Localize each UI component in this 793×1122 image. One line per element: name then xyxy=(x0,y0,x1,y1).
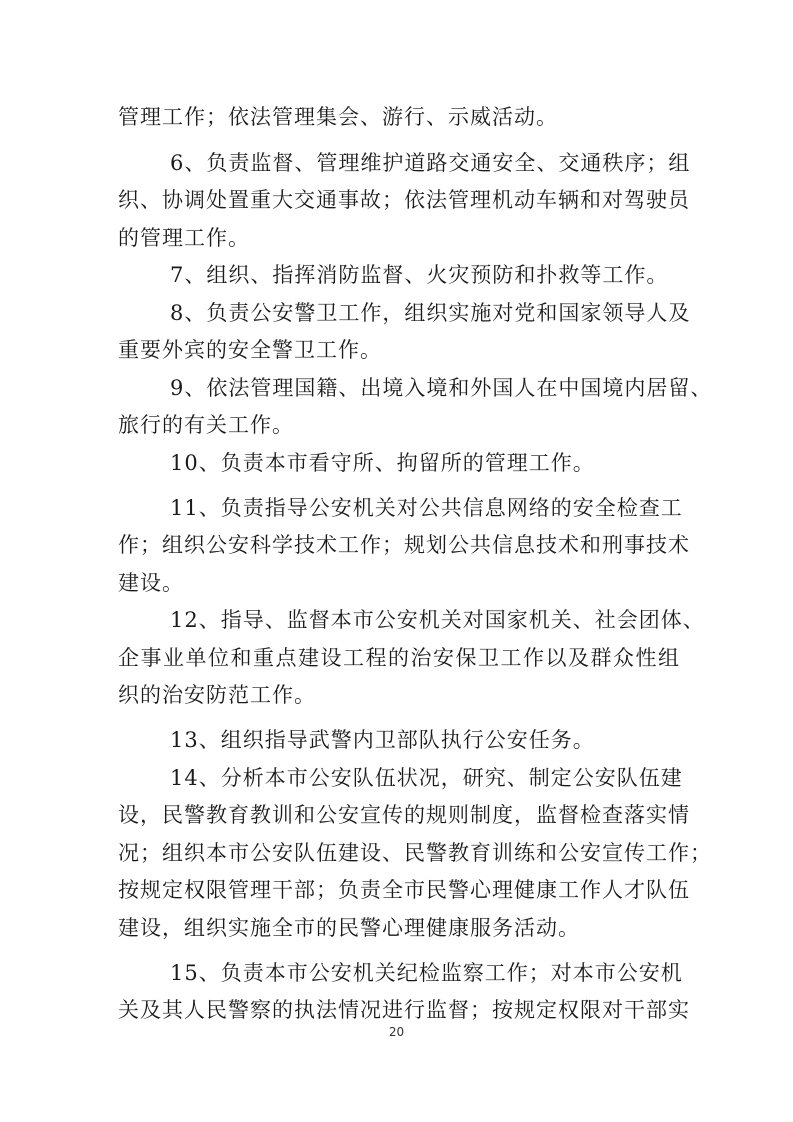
text-line: 况；组织本市公安队伍建设、民警教育训练和公安宣传工作； xyxy=(118,841,712,865)
text-line: 重要外宾的安全警卫工作。 xyxy=(118,338,382,362)
text-line: 7、组织、指挥消防监督、火灾预防和扑救等工作。 xyxy=(170,263,669,287)
text-line: 10、负责本市看守所、拘留所的管理工作。 xyxy=(170,451,595,475)
page-number: 20 xyxy=(388,1025,405,1039)
text-line: 13、组织指导武警内卫部队执行公安任务。 xyxy=(170,728,595,752)
text-line: 15、负责本市公安机关纪检监察工作；对本市公安机 xyxy=(170,961,683,985)
text-line: 管理工作；依法管理集会、游行、示威活动。 xyxy=(118,105,558,129)
text-line: 8、负责公安警卫工作，组织实施对党和国家领导人及 xyxy=(170,301,691,325)
text-line: 14、分析本市公安队伍状况，研究、制定公安队伍建 xyxy=(170,766,683,790)
text-line: 关及其人民警察的执法情况进行监督；按规定权限对干部实 xyxy=(118,998,690,1022)
text-line: 建设。 xyxy=(118,571,184,595)
text-line: 织的治安防范工作。 xyxy=(118,683,316,707)
text-line: 的管理工作。 xyxy=(118,226,250,250)
text-line: 作；组织公安科学技术工作；规划公共信息技术和刑事技术 xyxy=(118,533,690,557)
text-line: 建设，组织实施全市的民警心理健康服务活动。 xyxy=(118,916,580,940)
text-line: 6、负责监督、管理维护道路交通安全、交通秩序；组 xyxy=(170,151,691,175)
text-line: 12、指导、监督本市公安机关对国家机关、社会团体、 xyxy=(170,608,705,632)
text-line: 按规定权限管理干部；负责全市民警心理健康工作人才队伍 xyxy=(118,878,690,902)
text-line: 11、负责指导公安机关对公共信息网络的安全检查工 xyxy=(170,496,683,520)
text-line: 企事业单位和重点建设工程的治安保卫工作以及群众性组 xyxy=(118,646,680,670)
text-line: 设，民警教育教训和公安宣传的规则制度，监督检查落实情 xyxy=(118,803,690,827)
text-line: 旅行的有关工作。 xyxy=(118,413,294,437)
text-line: 9、依法管理国籍、出境入境和外国人在中国境内居留、 xyxy=(170,376,713,400)
text-line: 织、协调处置重大交通事故；依法管理机动车辆和对驾驶员 xyxy=(118,188,690,212)
